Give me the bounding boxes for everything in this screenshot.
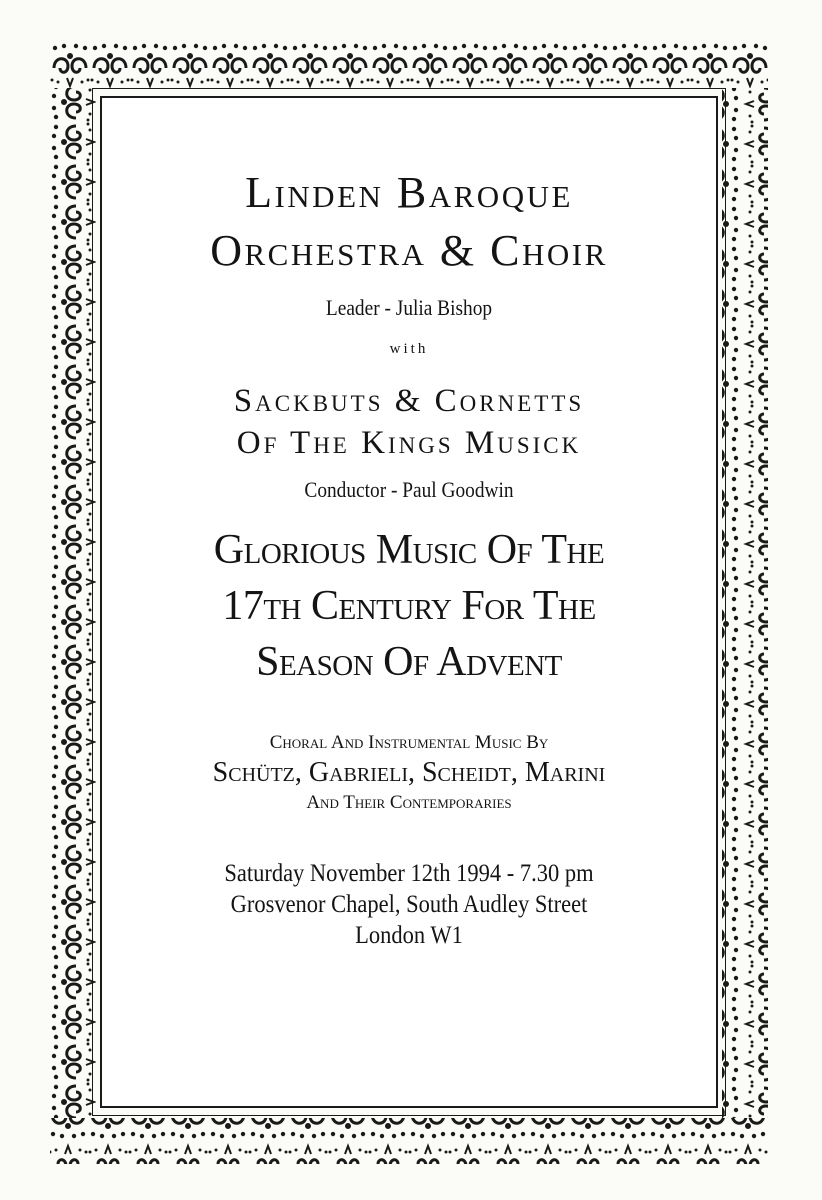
- programme-composers: Schütz, Gabrieli, Scheidt, Marini: [212, 757, 606, 788]
- event-venue: Grosvenor Chapel, South Audley Street: [230, 891, 588, 918]
- concert-title-line-2: 17th Century For The: [222, 583, 596, 629]
- event-date-time: Saturday November 12th 1994 - 7.30 pm: [224, 860, 594, 887]
- leader-credit: Leader - Julia Bishop: [325, 295, 493, 320]
- with-connector: with: [389, 341, 429, 357]
- programme-outro: And Their Contemporaries: [306, 792, 512, 813]
- event-city: London W1: [355, 922, 463, 949]
- organisation-name-line-1: Linden Baroque: [245, 168, 573, 217]
- guest-ensemble-line-2: Of The Kings Musick: [236, 425, 582, 461]
- concert-title-line-3: Season Of Advent: [256, 639, 562, 685]
- programme-intro: Choral And Instrumental Music By: [269, 732, 549, 753]
- organisation-name-line-2: Orchestra & Choir: [210, 226, 608, 275]
- concert-title-line-1: Glorious Music Of The: [213, 527, 605, 573]
- conductor-credit: Conductor - Paul Goodwin: [304, 477, 514, 502]
- guest-ensemble-line-1: Sackbuts & Cornetts: [233, 383, 585, 419]
- cover-content: [100, 96, 718, 951]
